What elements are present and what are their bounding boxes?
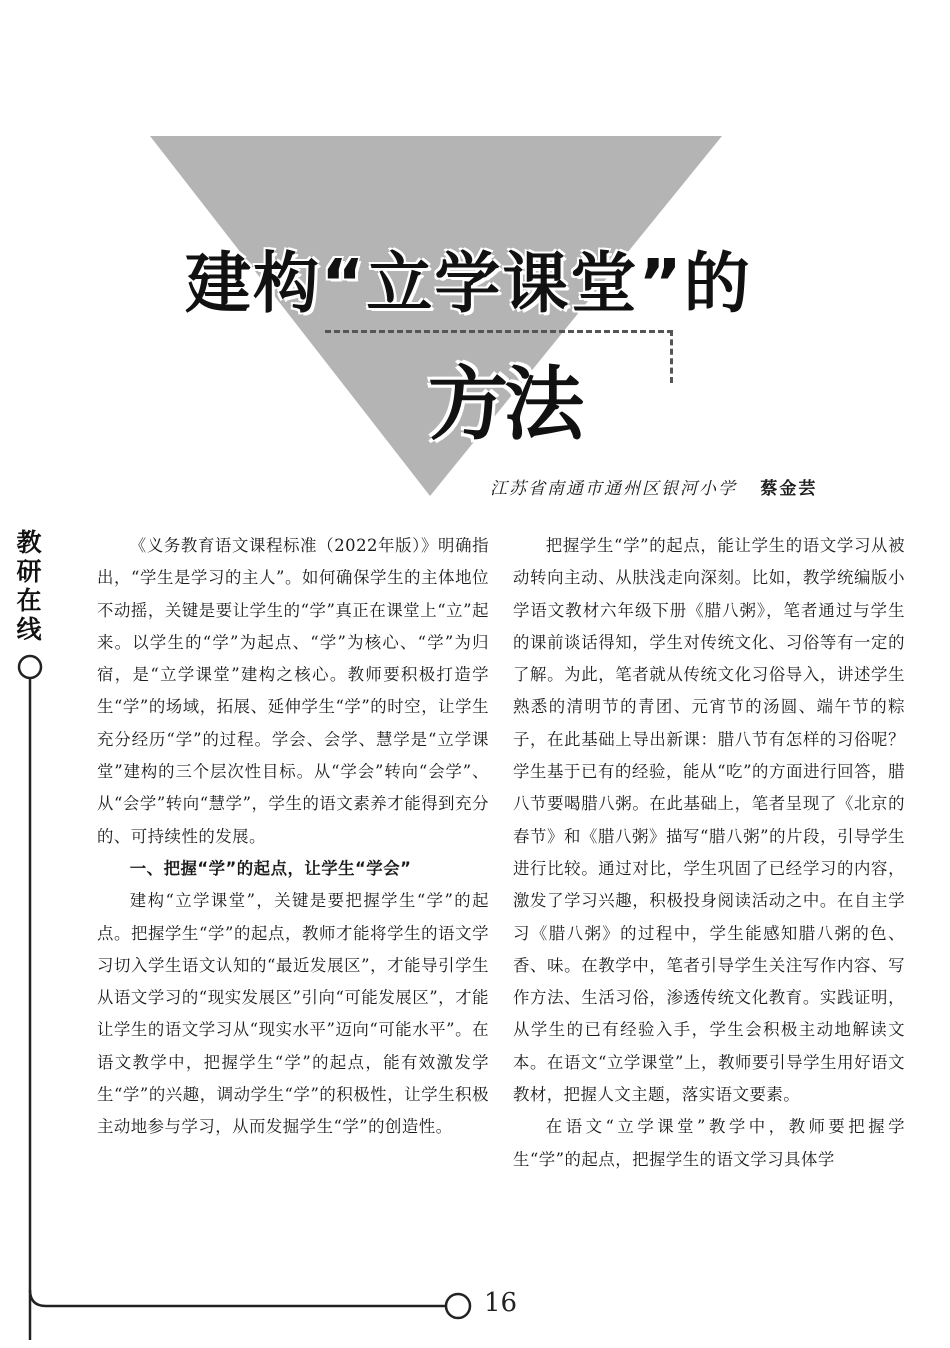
paragraph: 《义务教育语文课程标准（2022年版）》明确指出，“学生是学习的主人”。如何确保学生的主体地位不动摇，关键是要让学生的“学”真正在课堂上“立”起来。以学生的“学”为起点、“学”为核心、“学”为归宿，是“立学课堂”建构之核心。教师要积极打造学生“学”的场域，拓展、延伸学生“学”的时空，让学生充分经历“学”的过程。学会、会学、慧学是“立学课堂”建构的三个层次性目标。从“学会”转向“会学”、从“会学”转向“慧学”，学生的语文素养才能得到充分的、可持续性的发展。 <box>97 536 489 846</box>
byline <box>490 474 890 499</box>
left-column <box>97 530 489 1144</box>
article-title-line2: 方法 <box>428 358 580 451</box>
paragraph: 建构“立学课堂”，关键是要把握学生“学”的起点。把握学生“学”的起点，教师才能将学生的语文学习切入学生语文认知的“最近发展区”，才能导引学生从语文学习的“现实发展区”引向“可能发展区”，才能让学生的语文学习从“现实水平”迈向“可能水平”。在语文教学中，把握学生“学”的起点，能有效激发学生“学”的兴趣，调动学生“学”的积极性，让学生积极主动地参与学习，从而发掘学生“学”的创造性。 <box>97 891 489 1137</box>
paragraph: 在语文“立学课堂”教学中，教师要把握学生“学”的起点，把握学生的语文学习具体学 <box>513 1117 905 1169</box>
author-name: 蔡金芸 <box>760 479 818 499</box>
paragraph: 把握学生“学”的起点，能让学生的语文学习从被动转向主动、从肤浅走向深刻。比如，教学统编版小学语文教材六年级下册《腊八粥》，笔者通过与学生的课前谈话得知，学生对传统文化、习俗等有一定的了解。为此，笔者就从传统文化习俗导入，讲述学生熟悉的清明节的青团、元宵节的汤圆、端午节的粽子，在此基础上导出新课：腊八节有怎样的习俗呢？学生基于已有的经验，能从“吃”的方面进行回答，腊八节要喝腊八粥。在此基础上，笔者呈现了《北京的春节》和《腊八粥》描写“腊八粥”的片段，引导学生进行比较。通过对比，学生巩固了已经学习的内容，激发了学习兴趣，积极投身阅读活动之中。在自主学习《腊八粥》的过程中，学生能感知腊八粥的色、香、味。在教学中，笔者引导学生关注写作内容、写作方法、生活习俗，渗透传统文化教育。实践证明，从学生的已有经验入手，学生会积极主动地解读文本。在语文“立学课堂”上，教师要引导学生用好语文教材，把握人文主题，落实语文要素。 <box>513 536 905 1105</box>
page-number: 16 <box>484 1288 518 1318</box>
author-organization: 江苏省南通市通州区银河小学 <box>490 479 737 499</box>
section-label: 教研在线 <box>16 528 42 644</box>
article-title-line1: 建构“立学课堂”的 <box>185 245 752 322</box>
right-column <box>513 530 905 1176</box>
section-heading: 一、把握“学”的起点，让学生“学会” <box>129 858 412 878</box>
